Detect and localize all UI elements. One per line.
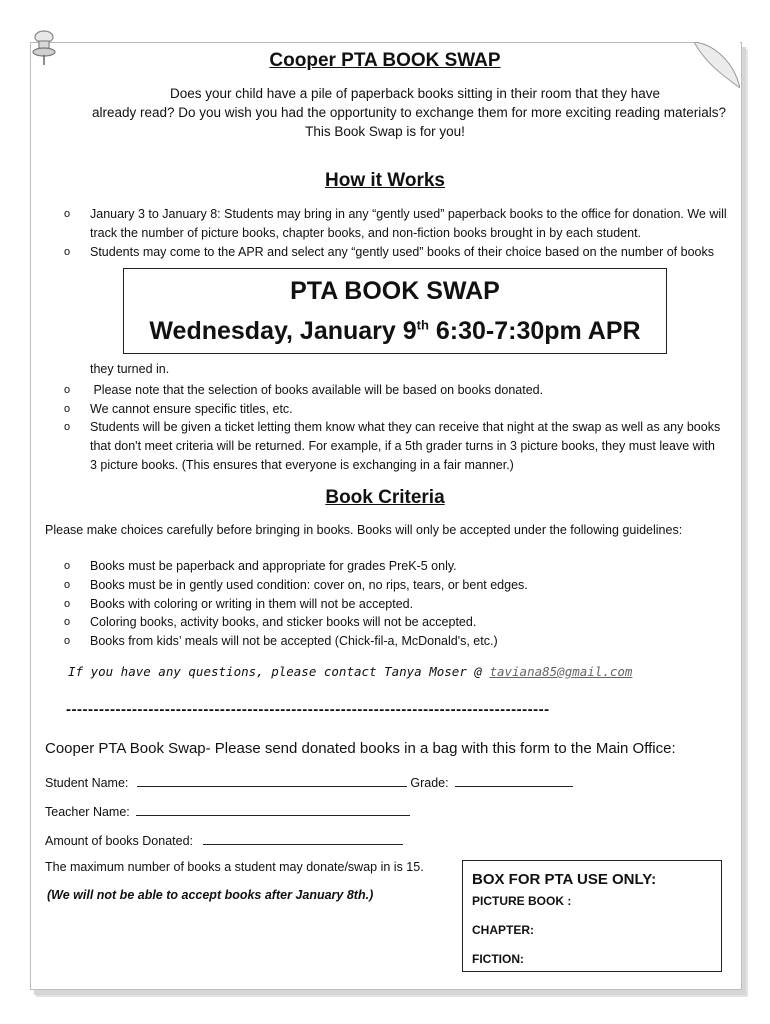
bullet-icon: o [64,616,71,628]
event-date-suffix: 6:30-7:30pm APR [428,317,641,345]
event-date-sup: th [416,317,429,333]
deadline-note: (We will not be able to accept books after January 8th.) [47,888,374,902]
intro-line-2: already read? Do you wish you had the opportunity to exchange them for more exciting reading materials? [91,105,727,120]
pta-field-chapter: CHAPTER: [472,923,534,937]
pta-field-fiction: FICTION: [472,952,524,966]
list-item-text: Books must be in gently used condition: cover on, no rips, tears, or bent edges. [90,578,528,592]
bullet-icon: o [64,208,71,220]
grade-label: Grade: [410,776,449,790]
grade-field[interactable] [455,774,573,787]
criteria-intro: Please make choices carefully before bringing in books. Books will only be accepted under the following guidelines: [45,523,683,537]
list-item-text: Books must be paperback and appropriate for grades PreK-5 only. [90,559,457,573]
event-announcement-box [123,268,667,354]
student-name-row [45,774,573,790]
list-item-text: Students may come to the APR and select any “gently used” books of their choice based on the number of books [90,245,714,259]
intro-line-3: This Book Swap is for you! [305,124,465,139]
teacher-name-label: Teacher Name: [45,805,130,819]
contact-text: If you have any questions, please contact Tanya Moser @ [68,664,490,679]
page-title: Cooper PTA BOOK SWAP [269,50,501,71]
event-date [124,317,666,346]
bullet-icon: o [64,598,71,610]
student-name-label: Student Name: [45,776,129,790]
pta-field-picture-book: PICTURE BOOK : [472,894,572,908]
list-item-text: We cannot ensure specific titles, etc. [90,402,293,416]
list-item-text: January 3 to January 8: Students may bring in any “gently used” paperback books to the office for donation. We will track the number of picture books, chapter books, and non-fiction books brought in by each student. [90,207,727,240]
contact-email-link[interactable]: taviana85@gmail.com [489,664,633,679]
bullet-icon: o [64,635,71,647]
pta-box-title: BOX FOR PTA USE ONLY: [472,871,657,888]
list-item-text: Coloring books, activity books, and sticker books will not be accepted. [90,615,477,629]
amount-label: Amount of books Donated: [45,834,194,848]
bullet-icon: o [64,246,71,258]
student-name-field[interactable] [137,774,407,787]
event-title: PTA BOOK SWAP [290,277,500,305]
pta-use-only-box [462,860,722,972]
teacher-name-field[interactable] [136,803,410,816]
bullet-icon: o [64,384,71,396]
list-item-text: Books from kids’ meals will not be accepted (Chick-fil-a, McDonald's, etc.) [90,634,498,648]
bullet-icon: o [64,403,71,415]
cut-line-divider: ---------------------------------------------------------------------------------------- [66,701,550,718]
contact-line [68,664,632,679]
event-date-prefix: Wednesday, January 9 [149,317,417,345]
list-item-text: Books with coloring or writing in them will not be accepted. [90,597,414,611]
form-title: Cooper PTA Book Swap- Please send donated books in a bag with this form to the Main Office: [45,740,676,757]
book-criteria-heading: Book Criteria [325,487,445,508]
list-item-continuation: they turned in. [90,362,170,376]
how-it-works-heading: How it Works [325,170,445,191]
bullet-icon: o [64,560,71,572]
bullet-icon: o [64,579,71,591]
amount-row [45,832,403,848]
list-item-text: Please note that the selection of books available will be based on books donated. [90,383,544,397]
max-books-note: The maximum number of books a student may donate/swap in is 15. [45,860,424,874]
list-item-text: Students will be given a ticket letting them know what they can receive that night at the swap as well as any books that don't meet criteria will be returned. For example, if a 5th grader turns in 3 picture books, they must leave with 3 picture books. (This ensures that everyone is exchanging in a fair manner.) [90,420,721,472]
bullet-icon: o [64,421,71,433]
amount-field[interactable] [203,832,403,845]
intro-line-1: Does your child have a pile of paperback books sitting in their room that they have [169,86,661,101]
teacher-name-row [45,803,410,819]
